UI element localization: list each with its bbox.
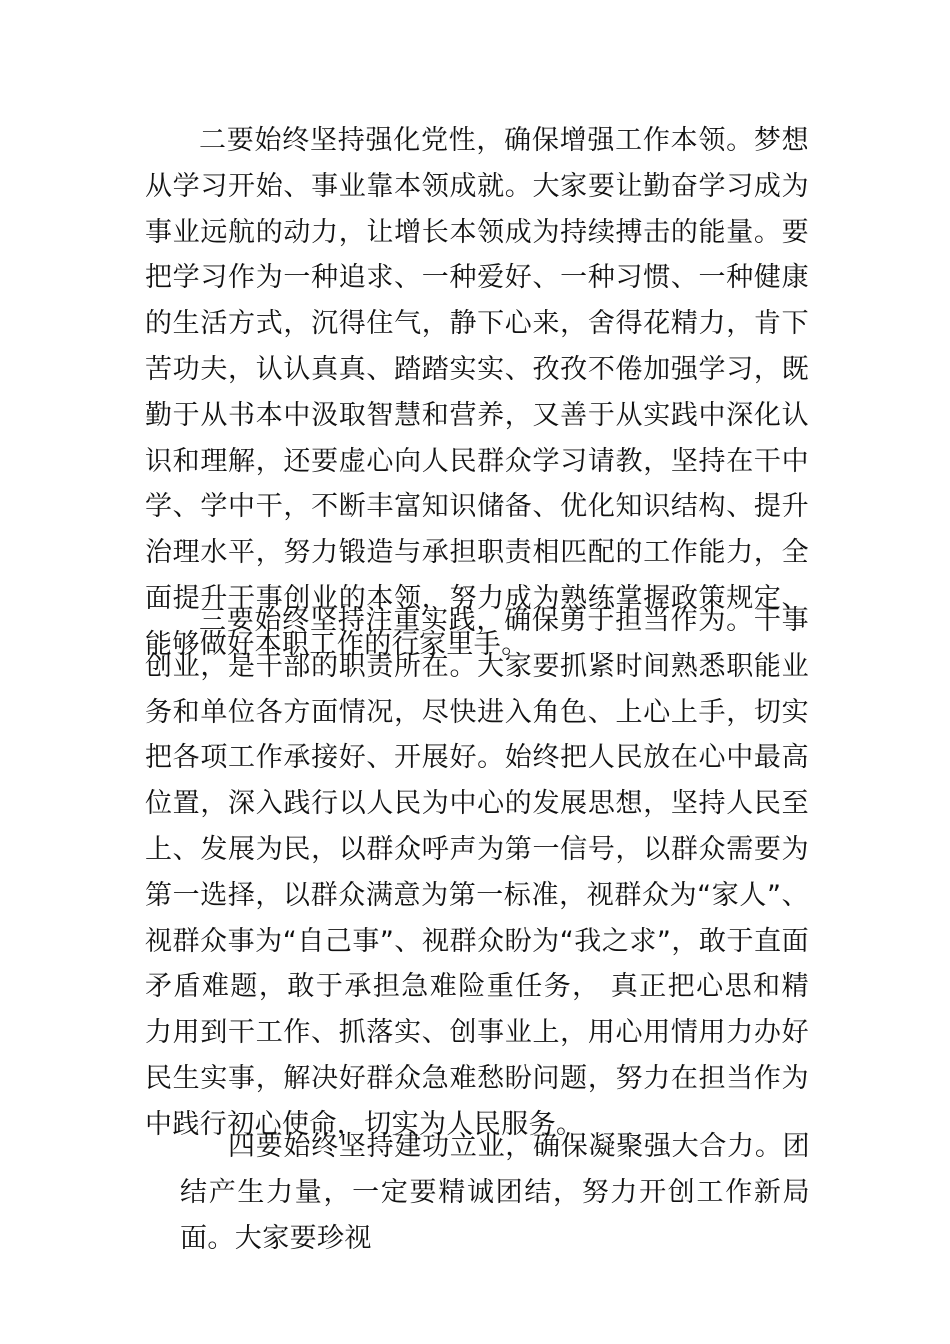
paragraph-practice-responsibility: 三要始终坚持注重实践，确保勇于担当作为。干事创业，是干部的职责所在。大家要抓紧时间熟悉职能业务和单位各方面情况，尽快进入角色、上心上手，切实把各项工作承接好、开展好。始终把人民放在心中最高位置，深入践行以人民为中心的发展思想，坚持人民至上、发展为民，以群众呼声为第一信号，以群众需要为第一选择，以群众满意为第一标准，视群众为“家人”、视群众事为“自己事”、视群众盼为“我之求”，敢于直面矛盾难题，敢于承担急难险重任务， 真正把心思和精力用到干工作、抓落实、创事业上，用心用情用力办好民生实事，解决好群众急难愁盼问题，努力在担当作为中践行初心使命，切实为人民服务。 — [145, 605, 809, 1140]
paragraph-unity-achievement: 四要始终坚持建功立业，确保凝聚强大合力。团结产生力量，一定要精诚团结，努力开创工作新局面。大家要珍视 — [180, 1131, 810, 1254]
paragraph-study-skills: 二要始终坚持强化党性，确保增强工作本领。梦想从学习开始、事业靠本领成就。大家要让勤奋学习成为事业远航的动力，让增长本领成为持续搏击的能量。要把学习作为一种追求、一种爱好、一种习惯、一种健康的生活方式，沉得住气，静下心来，舍得花精力，肯下苦功夫，认认真真、踏踏实实、孜孜不倦加强学习，既勤于从书本中汲取智慧和营养，又善于从实践中深化认识和理解，还要虚心向人民群众学习请教，坚持在干中学、学中干，不断丰富知识储备、优化知识结构、提升治理水平，努力锻造与承担职责相匹配的工作能力，全面提升干事创业的本领，努力成为熟练掌握政策规定、能够做好本职工作的行家里手。 — [145, 125, 809, 660]
